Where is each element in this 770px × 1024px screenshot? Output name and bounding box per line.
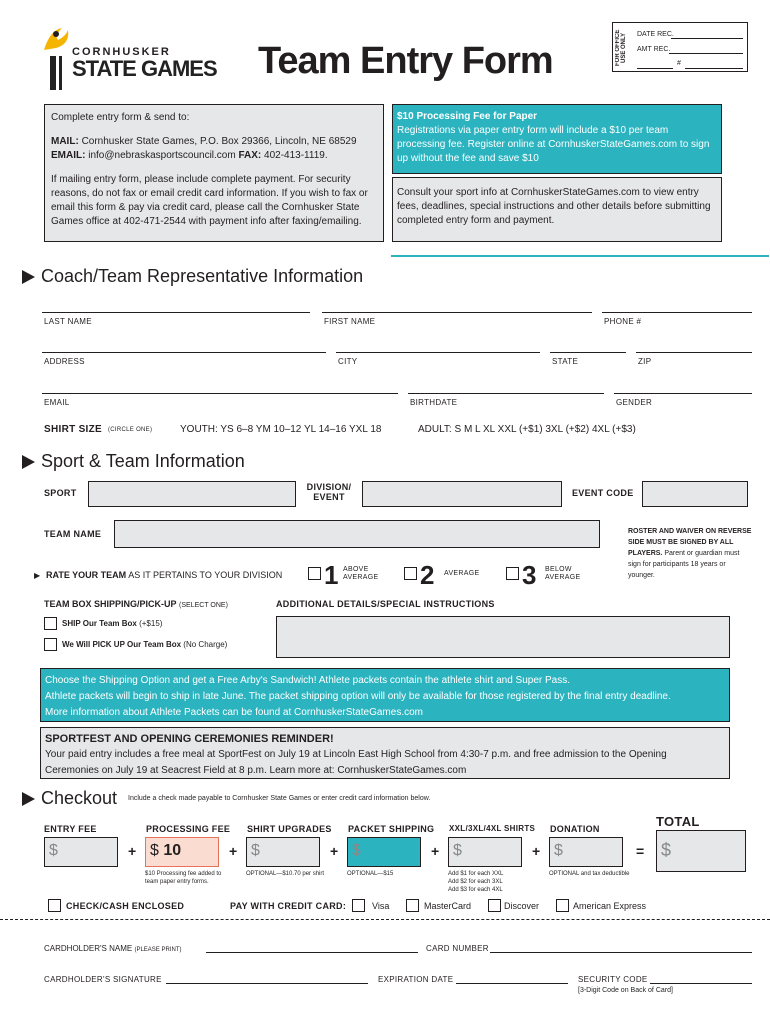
packet-shipping-input[interactable]: $ — [347, 837, 421, 867]
instructions-intro: Complete entry form & send to: — [51, 112, 190, 123]
pickup-box-checkbox[interactable] — [44, 638, 57, 651]
proc-dollar: $ — [150, 842, 159, 859]
plus-sign-4: + — [431, 843, 440, 859]
circle-one-note: (CIRCLE ONE) — [108, 427, 153, 433]
shipping-heading-bold: TEAM BOX SHIPPING/PICK-UP — [44, 599, 177, 609]
expiration-field[interactable] — [456, 983, 568, 984]
donation-label: DONATION — [550, 824, 600, 834]
logo-line2: STATE GAMES — [72, 56, 217, 81]
donation-note: OPTIONAL and tax deductible — [549, 871, 630, 877]
shirt-size-label: SHIRT SIZE — [44, 424, 103, 435]
state-field[interactable] — [550, 352, 626, 353]
rate-3-label — [545, 566, 580, 582]
phone-field[interactable] — [602, 312, 752, 313]
check-enclosed-label: CHECK/CASH ENCLOSED — [66, 901, 185, 911]
triangle-icon — [22, 455, 35, 469]
last-name-label: LAST NAME — [44, 317, 92, 326]
logo-line1: CORNHUSKER — [72, 46, 171, 58]
shirt-upgrades-label: SHIRT UPGRADES — [247, 824, 332, 834]
visa-checkbox[interactable] — [352, 899, 365, 912]
signature-label: CARDHOLDER'S SIGNATURE — [44, 975, 162, 984]
office-use-box — [612, 22, 748, 72]
rate-2-label: AVERAGE — [444, 570, 480, 577]
shipping-select-note: (SELECT ONE) — [179, 602, 228, 609]
cut-line — [0, 919, 770, 920]
processing-fee-box — [392, 104, 722, 174]
credit-card-label: PAY WITH CREDIT CARD: — [230, 901, 347, 911]
equals-sign: = — [636, 843, 645, 859]
xxl-note3: Add $3 for each 4XL — [448, 887, 503, 893]
processing-fee-text: Registrations via paper entry form will include a $10 per team processing fee. Register online at CornhuskerStateGames.com to sign up without the fee and save $10 — [397, 125, 710, 164]
packet-shipping-label: PACKET SHIPPING — [348, 824, 435, 834]
division-input[interactable] — [362, 481, 562, 507]
total-input[interactable]: $ — [656, 830, 746, 872]
sport-section-title: Sport & Team Information — [41, 451, 245, 471]
xxl-shirts-label: XXL/3XL/4XL SHIRTS — [449, 824, 536, 833]
checkout-title: Checkout — [41, 788, 118, 808]
ship-box-checkbox[interactable] — [44, 617, 57, 630]
mastercard-checkbox[interactable] — [406, 899, 419, 912]
city-label: CITY — [338, 357, 358, 366]
rate-team-label — [46, 570, 282, 580]
mail-label: MAIL: — [51, 136, 79, 147]
entry-fee-input[interactable]: $ — [44, 837, 118, 867]
shipping-info-line1: Choose the Shipping Option and get a Free Arby's Sandwich! Athlete packets contain the athlete shirt and Super Pass. — [45, 675, 571, 686]
ship-option-price: (+$15) — [139, 619, 163, 628]
phone-label: PHONE # — [604, 317, 642, 326]
rate-bold: RATE YOUR TEAM — [46, 570, 127, 580]
gender-field[interactable] — [614, 393, 752, 394]
triangle-icon — [22, 270, 35, 284]
card-number-field[interactable] — [490, 952, 752, 953]
city-field[interactable] — [336, 352, 540, 353]
team-name-input[interactable] — [114, 520, 600, 548]
rate-3-line2: AVERAGE — [545, 574, 581, 581]
adult-sizes[interactable]: ADULT: S M L XL XXL (+$1) 3XL (+$2) 4XL (+$3) — [418, 424, 636, 435]
zip-field[interactable] — [636, 352, 752, 353]
num-label: # — [677, 60, 681, 67]
team-name-label: TEAM NAME — [44, 529, 102, 539]
rate-2-checkbox[interactable] — [404, 567, 417, 580]
shipping-heading — [44, 599, 228, 609]
details-input[interactable] — [276, 616, 730, 658]
date-rec-label: DATE REC. — [637, 31, 674, 38]
first-name-label: FIRST NAME — [324, 317, 376, 326]
pickup-option-bold: We Will PICK UP Our Team Box — [62, 640, 182, 649]
checkout-note: Include a check made payable to Cornhusker State Games or enter credit card information below. — [128, 795, 431, 802]
donation-input[interactable]: $ — [549, 837, 623, 867]
signature-field[interactable] — [166, 983, 368, 984]
fax-label: FAX: — [238, 150, 262, 161]
check-enclosed-checkbox[interactable] — [48, 899, 61, 912]
discover-checkbox[interactable] — [488, 899, 501, 912]
youth-sizes[interactable]: YOUTH: YS 6–8 YM 10–12 YL 14–16 YXL 18 — [180, 424, 382, 435]
security-note: If mailing entry form, please include complete payment. For security reasons, do not fax or email credit card information. If you wish to fax or email this form & pay via credit card, please call the Cornhusker State Games office at 402-471-2544 with payment info after faxing/emailing. — [51, 174, 368, 227]
rate-1-number: 1 — [324, 560, 339, 590]
mail-address: Cornhusker State Games, P.O. Box 29366, Lincoln, NE 68529 — [81, 136, 357, 147]
address-field[interactable] — [42, 352, 326, 353]
reminder-heading: SPORTFEST AND OPENING CEREMONIES REMINDER! — [45, 733, 334, 745]
rate-1-label — [343, 566, 378, 582]
division-label — [304, 482, 354, 502]
address-label: ADDRESS — [44, 357, 85, 366]
small-triangle-icon: ▶ — [34, 571, 41, 580]
reminder-line2: Ceremonies on July 19 at Seacrest Field at 8 p.m. Learn more at: CornhuskerStateGames.com — [45, 765, 467, 776]
xxl-shirts-input[interactable]: $ — [448, 837, 522, 867]
security-code-field[interactable] — [650, 983, 752, 984]
visa-label: Visa — [372, 901, 390, 911]
consult-text: Consult your sport info at CornhuskerStateGames.com to view entry fees, deadlines, special instructions and other details before submitting completed entry form and payment. — [397, 187, 711, 226]
pickup-option-label — [62, 640, 227, 649]
xxl-notes — [448, 870, 503, 894]
torch-logo-icon — [50, 56, 62, 90]
checkout-heading — [22, 788, 117, 809]
details-label: ADDITIONAL DETAILS/SPECIAL INSTRUCTIONS — [276, 599, 495, 609]
mailing-info-box — [44, 104, 384, 242]
cardholder-name-field[interactable] — [206, 952, 418, 953]
email-label: EMAIL: — [51, 150, 86, 161]
cardholder-name-text: CARDHOLDER'S NAME — [44, 944, 133, 953]
first-name-field[interactable] — [322, 312, 592, 313]
proc-value: 10 — [163, 842, 182, 859]
reminder-line1: Your paid entry includes a free meal at SportFest on July 19 at Lincoln East High School from 4:30-7 p.m. and free admission to the Opening — [45, 749, 667, 760]
division-line2: EVENT — [313, 492, 345, 502]
total-label: TOTAL — [656, 814, 700, 829]
event-code-label: EVENT CODE — [572, 488, 634, 498]
shirt-upgrades-input[interactable]: $ — [246, 837, 320, 867]
plus-sign-3: + — [330, 843, 339, 859]
mastercard-label: MasterCard — [424, 901, 472, 911]
plus-sign-5: + — [532, 843, 541, 859]
processing-fee-heading: $10 Processing Fee for Paper — [397, 111, 538, 122]
birthdate-field[interactable] — [408, 393, 604, 394]
email-address: info@nebraskasportscouncil.com — [88, 150, 236, 161]
coach-section-heading — [22, 266, 363, 287]
discover-label: Discover — [504, 901, 540, 911]
please-print-note: (PLEASE PRINT) — [134, 947, 182, 953]
shipping-info-line2: Athlete packets will begin to ship in late June. The packet shipping option will only be available for those registered by the final entry deadline. — [45, 691, 671, 702]
expiration-label: EXPIRATION DATE — [378, 975, 454, 984]
packet-note: OPTIONAL—$15 — [347, 871, 394, 877]
coach-section-title: Coach/Team Representative Information — [41, 266, 364, 286]
division-line1: DIVISION/ — [306, 482, 352, 492]
amt-rec-label: AMT REC. — [637, 46, 671, 53]
xxl-note1: Add $1 for each XXL — [448, 871, 504, 877]
proc-note: $10 Processing fee added to team paper entry forms. — [145, 871, 222, 885]
zip-label: ZIP — [638, 357, 652, 366]
sport-input[interactable] — [88, 481, 296, 507]
ship-option-bold: SHIP Our Team Box — [62, 619, 137, 628]
divider — [391, 255, 769, 257]
pickup-option-price: (No Charge) — [183, 640, 228, 649]
shirt-note: OPTIONAL—$10.70 per shirt — [246, 871, 325, 877]
roster-note-text: Parent or guardian must sign for participants 18 years or younger. — [628, 550, 740, 579]
reminder-box — [40, 727, 730, 779]
sport-label: SPORT — [44, 488, 77, 498]
amex-label: American Express — [573, 901, 647, 911]
plus-sign-2: + — [229, 843, 238, 859]
page-title: Team Entry Form — [258, 40, 553, 82]
card-number-label: CARD NUMBER — [426, 944, 489, 953]
gender-label: GENDER — [616, 398, 653, 407]
flame-logo-icon — [40, 26, 70, 56]
birthdate-label: BIRTHDATE — [410, 398, 458, 407]
amex-checkbox[interactable] — [556, 899, 569, 912]
security-code-note: [3-Digit Code on Back of Card] — [578, 987, 673, 994]
rate-3-checkbox[interactable] — [506, 567, 519, 580]
office-label: FOR OFFICE USE ONLY — [615, 29, 627, 67]
consult-info-box — [392, 177, 722, 242]
rate-2-number: 2 — [420, 560, 435, 590]
email-field-label: EMAIL — [44, 398, 70, 407]
shipping-info-line3: More information about Athlete Packets can be found at CornhuskerStateGames.com — [45, 707, 423, 718]
plus-sign-1: + — [128, 843, 137, 859]
rate-1-line1: ABOVE — [343, 566, 369, 573]
rate-1-line2: AVERAGE — [343, 574, 379, 581]
ship-option-label — [62, 619, 162, 628]
shipping-info-box — [40, 668, 730, 722]
rate-3-line1: BELOW — [545, 566, 572, 573]
processing-fee-input[interactable] — [145, 837, 219, 867]
email-field[interactable] — [42, 393, 398, 394]
rate-text: AS IT PERTAINS TO YOUR DIVISION — [128, 570, 283, 580]
triangle-icon — [22, 792, 35, 806]
processing-fee-label: PROCESSING FEE — [146, 824, 231, 834]
event-code-input[interactable] — [642, 481, 748, 507]
state-label: STATE — [552, 357, 579, 366]
entry-fee-label: ENTRY FEE — [44, 824, 97, 834]
last-name-field[interactable] — [42, 312, 310, 313]
roster-note-bold: ROSTER AND WAIVER ON REVERSE SIDE MUST BE SIGNED BY ALL PLAYERS. — [628, 528, 752, 557]
rate-1-checkbox[interactable] — [308, 567, 321, 580]
sport-section-heading — [22, 451, 245, 472]
xxl-note2: Add $2 for each 3XL — [448, 879, 503, 885]
roster-note — [628, 526, 754, 581]
security-code-label: SECURITY CODE — [578, 975, 648, 984]
rate-3-number: 3 — [522, 560, 537, 590]
cardholder-name-label — [44, 944, 181, 953]
fax-number: 402-413-1119. — [264, 150, 328, 161]
